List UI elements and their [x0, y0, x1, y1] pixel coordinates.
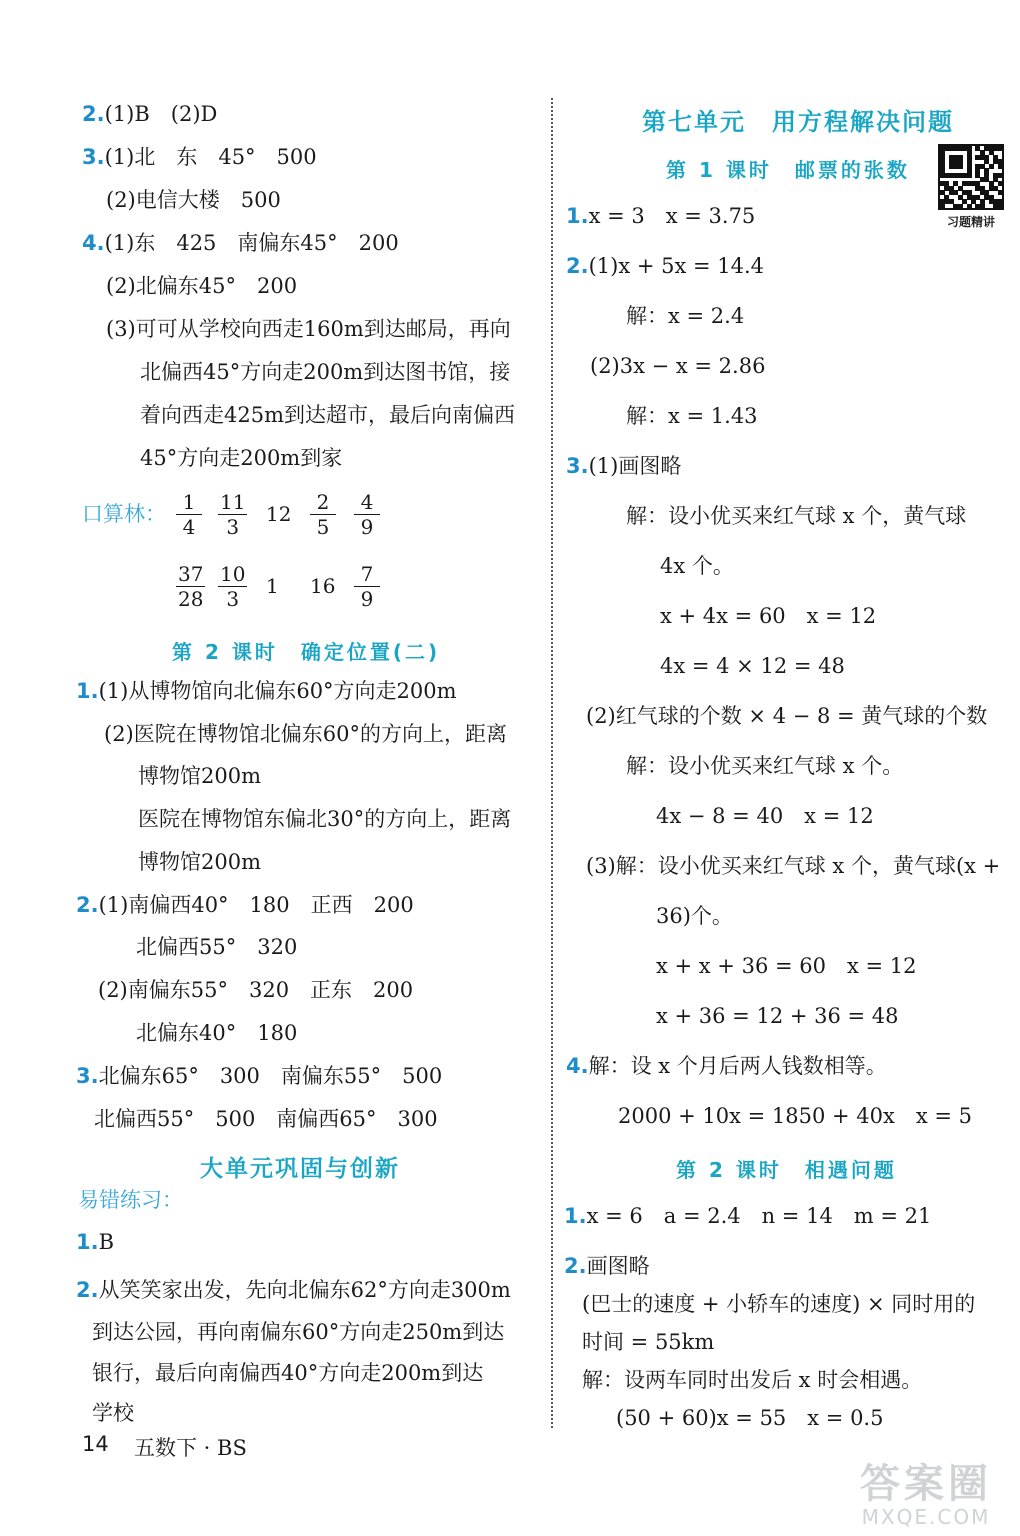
fraction-numerator: 11: [220, 490, 246, 514]
qr-module: [967, 204, 972, 209]
answer-line: 2000 + 10x = 1850 + 40x x = 5: [618, 1104, 973, 1128]
qr-module: [998, 204, 1003, 209]
answer-text: (1)画图略: [588, 454, 682, 478]
lesson-title: 第 1 课时 邮票的张数: [666, 158, 910, 182]
answer-line: [566, 202, 755, 230]
answer-line: 解：设小优买来红气球 x 个，黄气球: [626, 504, 967, 528]
page-number: 14: [82, 1432, 109, 1456]
kousuan-fraction: [354, 490, 380, 539]
fraction-numerator: 37: [178, 562, 204, 586]
answer-line: [566, 252, 764, 280]
answer-line: (3)可可从学校向西走160m到达邮局，再向: [106, 317, 511, 341]
book-label: 五数下 · BS: [134, 1436, 247, 1460]
easy-mistakes-label: 易错练习：: [78, 1188, 183, 1212]
answer-line: (50 + 60)x = 55 x = 0.5: [616, 1406, 884, 1430]
fraction-denominator: 9: [360, 515, 374, 539]
answer-line: 36)个。: [656, 904, 733, 928]
answer-line: 时间 = 55km: [582, 1330, 715, 1354]
fraction-denominator: 4: [182, 515, 196, 539]
answer-line: 解：设小优买来红气球 x 个。: [626, 754, 904, 778]
qr-module: [998, 173, 1003, 178]
answer-line: (巴士的速度 + 小轿车的速度) × 同时用的: [582, 1292, 976, 1316]
lesson-title: 第 2 课时 确定位置(二): [172, 640, 441, 664]
answer-line: 4x − 8 = 40 x = 12: [656, 804, 874, 828]
answer-text: 画图略: [586, 1254, 650, 1278]
question-number: 4.: [82, 231, 105, 255]
answer-text: (1)从博物馆向北偏东60°方向走200m: [98, 679, 457, 703]
watermark-site: MXQE.COM: [861, 1505, 991, 1529]
fraction-numerator: 1: [182, 490, 196, 514]
fraction-denominator: 3: [226, 515, 240, 539]
question-number: 2.: [566, 254, 589, 278]
answer-text: 解：设 x 个月后两人钱数相等。: [588, 1054, 887, 1078]
question-number: 4.: [566, 1054, 589, 1078]
answer-line: [566, 1052, 887, 1080]
answer-line: 北偏西45°方向走200m到达图书馆，接: [140, 360, 511, 384]
answer-text: (1)北 东 45° 500: [104, 145, 317, 169]
question-number: 3.: [82, 145, 105, 169]
answer-line: (3)解：设小优买来红气球 x 个，黄气球(x +: [586, 854, 1001, 878]
question-number: 2.: [564, 1254, 587, 1278]
answer-line: 解：设两车同时出发后 x 时会相遇。: [582, 1368, 923, 1392]
qr-module: [958, 164, 963, 169]
answer-line: 博物馆200m: [138, 764, 261, 788]
answer-text: x = 6 a = 2.4 n = 14 m = 21: [586, 1204, 932, 1228]
answer-text: (1)东 425 南偏东45° 200: [104, 231, 399, 255]
answer-line: x + 4x = 60 x = 12: [660, 604, 877, 628]
qr-module: [980, 204, 985, 209]
qr-module: [998, 164, 1003, 169]
fraction-denominator: 9: [360, 587, 374, 611]
qr-module: [940, 204, 945, 209]
answer-text: 北偏东65° 300 南偏东55° 500: [98, 1064, 443, 1088]
column-divider: [551, 98, 553, 1428]
answer-line: 4x = 4 × 12 = 48: [660, 654, 845, 678]
fraction-denominator: 5: [316, 515, 330, 539]
answer-line: 解：x = 2.4: [626, 304, 745, 328]
question-number: 1.: [564, 1204, 587, 1228]
answer-line: [564, 1252, 650, 1280]
fraction-denominator: 28: [178, 587, 204, 611]
question-number: 3.: [76, 1064, 99, 1088]
answer-line: [82, 229, 399, 257]
question-number: 2.: [76, 1278, 99, 1302]
qr-code[interactable]: [938, 144, 1004, 210]
answer-line: 医院在博物馆东偏北30°的方向上，距离: [138, 807, 512, 831]
question-number: 2.: [82, 102, 105, 126]
watermark-logo: [838, 1462, 1014, 1532]
qr-module: [998, 190, 1003, 195]
answer-text: B: [98, 1230, 115, 1254]
question-number: 2.: [76, 893, 99, 917]
question-number: 1.: [566, 204, 589, 228]
qr-module: [998, 146, 1003, 151]
answer-line: 北偏东40° 180: [136, 1021, 298, 1045]
qr-module: [998, 181, 1003, 186]
qr-module: [958, 204, 963, 209]
answer-line: [76, 1228, 114, 1256]
answer-line: [76, 677, 457, 705]
answer-line: (2)电信大楼 500: [106, 188, 281, 212]
answer-line: x + x + 36 = 60 x = 12: [656, 954, 917, 978]
kousuan-fraction: [218, 562, 247, 611]
watermark-logo-text: 答案圈: [860, 1461, 992, 1507]
kousuan-answer: 12: [266, 502, 292, 526]
answer-line: [76, 1062, 442, 1090]
fraction-numerator: 2: [316, 490, 330, 514]
qr-label: 习题精讲: [946, 215, 995, 229]
kousuan-fraction: [310, 490, 336, 539]
answer-line: 北偏西55° 500 南偏西65° 300: [94, 1107, 438, 1131]
answer-line: [76, 891, 414, 919]
question-number: 1.: [76, 1230, 99, 1254]
kousuan-fraction: [176, 490, 202, 539]
qr-module: [967, 173, 972, 178]
answer-line: 学校: [92, 1401, 134, 1425]
answer-text: (1)B (2)D: [104, 102, 218, 126]
question-number: 1.: [76, 679, 99, 703]
answer-text: (1)南偏西40° 180 正西 200: [98, 893, 414, 917]
question-number: 3.: [566, 454, 589, 478]
lesson-title: 第 2 课时 相遇问题: [676, 1158, 897, 1182]
answer-line: [82, 143, 317, 171]
answer-line: 解：x = 1.43: [626, 404, 758, 428]
fraction-denominator: 3: [226, 587, 240, 611]
answer-line: (2)医院在博物馆北偏东60°的方向上，距离: [104, 722, 507, 746]
answer-line: 到达公园，再向南偏东60°方向走250m到达: [92, 1320, 505, 1344]
fraction-numerator: 4: [360, 490, 374, 514]
answer-line: 着向西走425m到达超市，最后向南偏西: [140, 403, 515, 427]
qr-module: [989, 164, 994, 169]
answer-line: 45°方向走200m到家: [140, 446, 343, 470]
fraction-numerator: 10: [220, 562, 246, 586]
kousuan-answer: 1: [266, 574, 279, 598]
kousuan-fraction: [354, 562, 380, 611]
answer-text: 从笑笑家出发，先向北偏东62°方向走300m: [98, 1278, 511, 1302]
unit-title: 第七单元 用方程解决问题: [642, 108, 954, 136]
answer-line: 博物馆200m: [138, 850, 261, 874]
section-title: 大单元巩固与创新: [200, 1156, 400, 1182]
answer-line: (2)北偏东45° 200: [106, 274, 298, 298]
answer-line: (2)3x − x = 2.86: [590, 354, 766, 378]
answer-line: [566, 452, 681, 480]
kousuan-fraction: [176, 562, 205, 611]
answer-text: (1)x + 5x = 14.4: [588, 254, 765, 278]
answer-text: x = 3 x = 3.75: [588, 204, 756, 228]
answer-line: [76, 1276, 511, 1304]
answer-line: x + 36 = 12 + 36 = 48: [656, 1004, 899, 1028]
answer-line: 4x 个。: [660, 554, 734, 578]
answer-line: [564, 1202, 931, 1230]
fraction-numerator: 7: [360, 562, 374, 586]
answer-line: (2)南偏东55° 320 正东 200: [98, 978, 414, 1002]
answer-line: (2)红气球的个数 × 4 − 8 = 黄气球的个数: [586, 704, 988, 728]
answer-line: 银行，最后向南偏西40°方向走200m到达: [92, 1361, 484, 1385]
kousuan-label: 口算林：: [82, 502, 166, 526]
kousuan-fraction: [218, 490, 247, 539]
kousuan-answer: 16: [310, 574, 336, 598]
answer-line: [82, 100, 217, 128]
answer-line: 北偏西55° 320: [136, 935, 298, 959]
